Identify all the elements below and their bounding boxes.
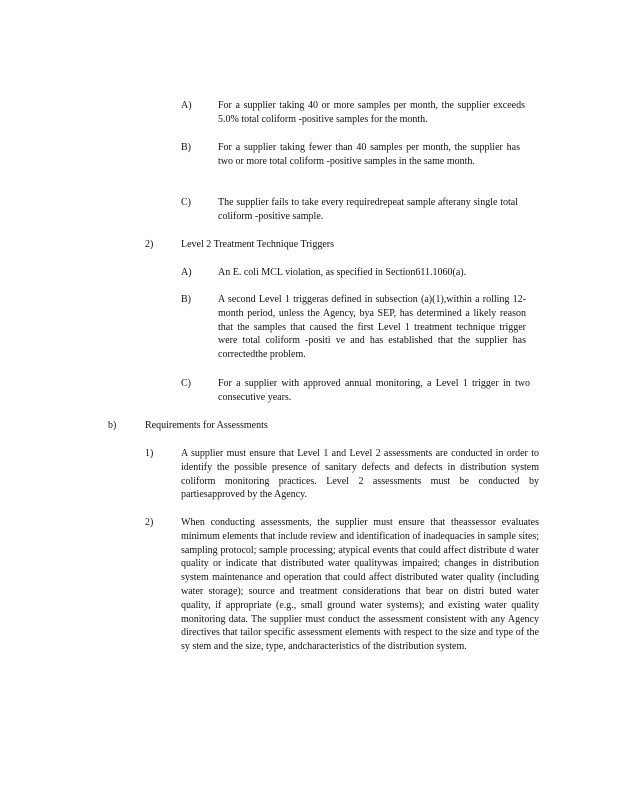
item-text: For a supplier taking 40 or more samples per month, the supplier exceeds 5.0% total coliform -positive samples for the month.: [218, 100, 525, 125]
section-heading: Requirements for Assessments: [145, 420, 268, 431]
item-label: B): [181, 142, 191, 153]
item-text: A second Level 1 triggeras defined in subsection (a)(1),within a rolling 12-month period, unless the Agency, bya SEP, has determined a likely reason that the samples that caused the first Level 1 treatment technique trigger were total coliform -positi ve and has established that the supplier has correctedthe problem.: [218, 294, 526, 361]
list-item: [0, 516, 618, 686]
list-item: [0, 419, 618, 435]
item-label: 1): [145, 448, 154, 459]
item-label: 2): [145, 239, 154, 250]
item-label: A): [181, 100, 192, 111]
item-label: b): [108, 420, 117, 431]
item-label: A): [181, 267, 192, 278]
list-item: [0, 141, 618, 185]
list-item: [0, 196, 618, 226]
list-item: [0, 99, 618, 129]
list-item: [0, 447, 618, 505]
item-text: The supplier fails to take every requiredrepeat sample afterany single total coliform -positive sample.: [218, 197, 518, 222]
list-item: [0, 377, 618, 407]
item-text: A supplier must ensure that Level 1 and Level 2 assessments are conducted in order to identify the possible presence of sanitary defects and defects in distribution system coliform monitoring practices. Level 2 assessments must be conducted by partiesapproved by the Agency.: [181, 448, 539, 501]
section-heading: Level 2 Treatment Technique Triggers: [181, 239, 334, 250]
list-item: [0, 293, 618, 365]
item-text: An E. coli MCL violation, as specified in Section611.1060(a).: [218, 267, 467, 278]
item-label: B): [181, 294, 191, 305]
item-text: For a supplier with approved annual monitoring, a Level 1 trigger in two consecutive years.: [218, 378, 530, 403]
list-item: [0, 266, 618, 282]
item-text: When conducting assessments, the supplier must ensure that theassessor evaluates minimum elements that include review and identification of inadequacies in sample sites; sampling protocol; sample processing; atypical events that could affect distribute d water quality or indicate that distributed water qualitywas impaired; changes in distribution system maintenance and operation that could affect distributed water quality (including water storage); source and treatment considerations that bear on distri buted water quality, if appropriate (e.g., small ground water systems); and existing water quality monitoring data. The supplier must conduct the assessment consistent with any Agency directives that tailor specific assessment elements with respect to the size and type of the sy stem and the size, type, andcharacteristics of the distribution system.: [181, 517, 539, 653]
item-label: 2): [145, 517, 154, 528]
item-text: For a supplier taking fewer than 40 samples per month, the supplier has two or more total coliform -positive samples in the same month.: [218, 142, 520, 167]
list-item: [0, 238, 618, 254]
item-label: C): [181, 378, 191, 389]
item-label: C): [181, 197, 191, 208]
